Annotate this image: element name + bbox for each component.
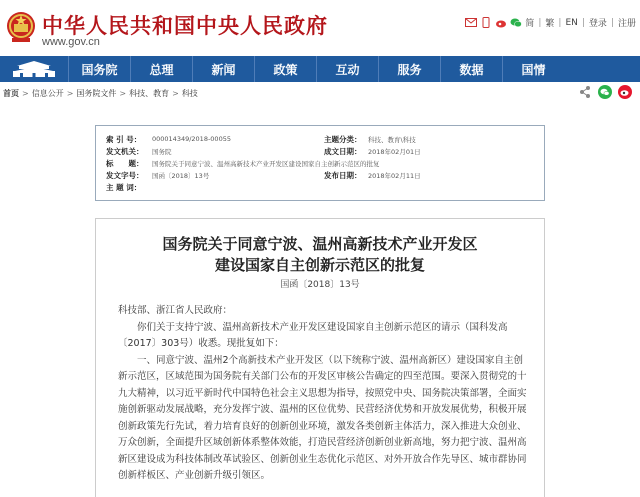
nav-state-council[interactable]: 国务院 — [68, 56, 130, 82]
chevron-right-icon: > — [22, 88, 29, 98]
top-links: 简 | 繁 | EN | 登录 | 注册 — [465, 16, 636, 29]
breadcrumb-state-council-docs[interactable]: 国务院文件 — [76, 88, 117, 98]
paragraph-2: 一、同意宁波、温州2个高新技术产业开发区（以下统称宁波、温州高新区）建设国家自主创新示范区，区域范围为国务院有关部门公布的开发区审核公告确定的四至范围。要深入贯彻党的十九大精神，以习近平新时代中国特色社会主义思想为指导，按照党中央、国务院决策部署，全面实施创新驱动发展战略，充分发挥宁波、温州的区位优势、民营经济优势和开放发展优势，积极开展创新政策先行先试，着力培育良好的创新创业环境，激发各类创新主体活力，深入推进大众创业、万众创新，全面提升区域创新体系整体效能，打造民营经济创新创业新高地，努力把宁波、温州高新区建设成为科技体制改革试验区、创新创业生态优化示范区、对外开放合作先导区、城市群协同创新样板区、产业创新升级引领区。 — [118, 354, 527, 481]
breadcrumb-science[interactable]: 科技 — [181, 88, 198, 98]
mobile-icon[interactable] — [480, 17, 492, 28]
site-header — [0, 0, 640, 56]
breadcrumb-home[interactable]: 首页 — [3, 88, 19, 98]
wechat-share-icon[interactable] — [598, 85, 612, 99]
breadcrumb-sci-edu[interactable]: 科技、教育 — [129, 88, 170, 98]
mail-icon[interactable] — [465, 17, 477, 28]
index-no-value: 000014349/2018-00055 — [152, 135, 231, 143]
published-label: 发布日期： — [324, 171, 362, 180]
issuer-value: 国务院 — [152, 148, 172, 156]
nav-services[interactable]: 服务 — [378, 56, 440, 82]
title-value: 国务院关于同意宁波、温州高新技术产业开发区建设国家自主创新示范区的批复 — [152, 160, 380, 168]
published-value: 2018年02月11日 — [368, 172, 421, 180]
breadcrumb — [0, 84, 640, 102]
title-label: 标 题： — [106, 159, 144, 168]
share-icon[interactable] — [578, 85, 592, 99]
article — [95, 218, 545, 497]
english-link[interactable]: EN — [565, 17, 578, 28]
nav-interaction[interactable]: 互动 — [316, 56, 378, 82]
register-link[interactable]: 注册 — [617, 19, 636, 29]
article-title-line1: 国务院关于同意宁波、温州高新技术产业开发区 — [162, 235, 478, 253]
chevron-right-icon: > — [66, 88, 74, 98]
document-info-table — [95, 125, 545, 201]
chevron-right-icon: > — [119, 88, 127, 98]
national-emblem-icon[interactable] — [6, 10, 36, 44]
site-title[interactable]: 中华人民共和国中央人民政府 — [42, 13, 328, 38]
keywords-label: 主 题 词： — [106, 183, 142, 192]
main-nav — [0, 56, 640, 82]
created-label: 成文日期： — [324, 147, 362, 156]
created-value: 2018年02月01日 — [368, 148, 421, 156]
index-no-label: 索 引 号： — [106, 135, 142, 144]
salutation: 科技部、浙江省人民政府： — [118, 305, 233, 316]
wechat-icon[interactable] — [510, 17, 522, 28]
nav-home[interactable] — [0, 56, 68, 82]
doc-no-label: 发文字号： — [106, 171, 144, 180]
nav-national-info[interactable]: 国情 — [502, 56, 564, 82]
share-bar — [578, 85, 632, 99]
article-title-line2: 建设国家自主创新示范区的批复 — [214, 256, 425, 274]
doc-no-value: 国函〔2018〕13号 — [152, 172, 210, 180]
article-doc-number: 国函〔2018〕13号 — [280, 280, 360, 290]
weibo-share-icon[interactable] — [618, 85, 632, 99]
nav-policy[interactable]: 政策 — [254, 56, 316, 82]
nav-news[interactable]: 新闻 — [192, 56, 254, 82]
issuer-label: 发文机关： — [106, 147, 144, 156]
tiananmen-icon — [9, 60, 59, 78]
site-url[interactable]: www.gov.cn — [42, 36, 100, 48]
chevron-right-icon: > — [172, 88, 179, 98]
category-label: 主题分类： — [324, 135, 362, 144]
breadcrumb-info-disclosure[interactable]: 信息公开 — [31, 88, 64, 98]
weibo-icon[interactable] — [495, 17, 507, 28]
nav-data[interactable]: 数据 — [440, 56, 502, 82]
article-body — [118, 303, 530, 485]
simplified-link[interactable]: 简 — [525, 19, 535, 29]
category-value: 科技、教育\科技 — [368, 136, 416, 144]
login-link[interactable]: 登录 — [588, 19, 607, 29]
paragraph-1: 你们关于支持宁波、温州高新技术产业开发区建设国家自主创新示范区的请示（国科发高〔2017〕303号）收悉。现批复如下： — [118, 321, 508, 349]
nav-premier[interactable]: 总理 — [130, 56, 192, 82]
traditional-link[interactable]: 繁 — [545, 19, 555, 29]
